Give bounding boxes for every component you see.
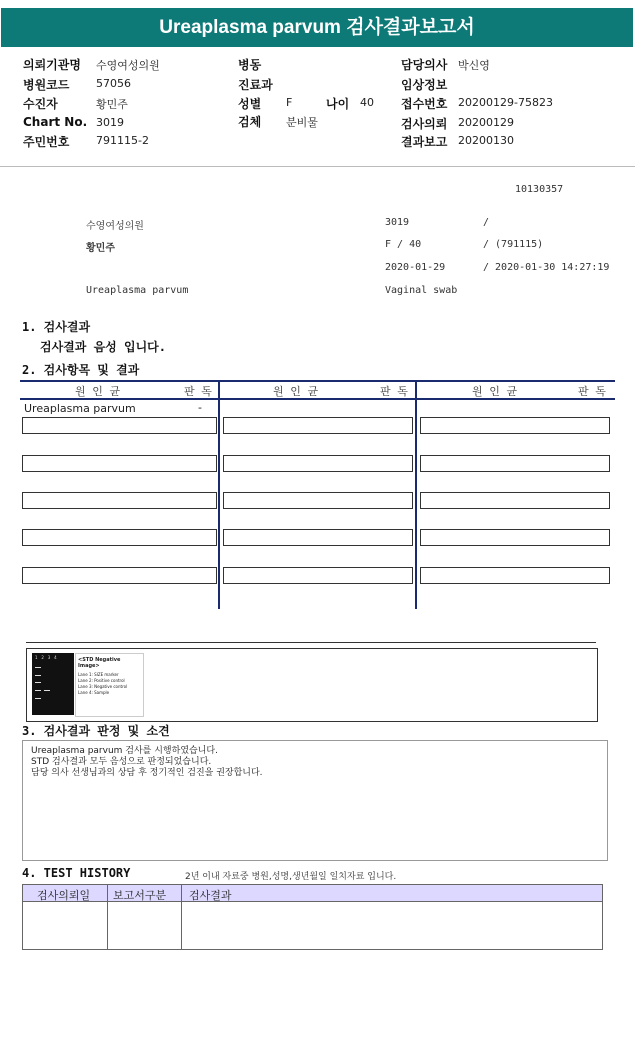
clinical-label: 임상정보 [401, 78, 448, 92]
opinion-line: 담당 의사 선생님과의 상담 후 정기적인 검진을 권장합니다. [31, 768, 263, 778]
dept-label: 진료과 [238, 78, 273, 92]
gel-legend-line: Lane 1: SIZE marker [78, 672, 119, 677]
col-result-3: 판 독 [578, 385, 606, 398]
id-value: 791115-2 [96, 134, 149, 147]
report-title: Ureaplasma parvum 검사결과보고서 [1, 8, 633, 47]
gel-legend [75, 653, 144, 717]
info-sample: Vaginal swab [385, 285, 458, 296]
gel-image [32, 653, 74, 715]
gel-legend-line: Lane 2: Positive control [78, 678, 125, 683]
request-label: 검사의뢰 [401, 117, 448, 131]
chart-label: Chart No. [23, 115, 88, 129]
result-box [223, 492, 413, 509]
opinion-box [22, 740, 608, 861]
section4-title: 4. TEST HISTORY [22, 866, 131, 880]
history-col-report-type: 보고서구분 [113, 889, 167, 902]
divider-line [26, 642, 596, 643]
receipt-value: 20200129-75823 [458, 96, 553, 109]
gel-legend-line: Lane 4: Sample [78, 690, 110, 695]
result-box [223, 455, 413, 472]
history-col-request-date: 검사의뢰일 [37, 889, 91, 902]
col-result-1: 판 독 [184, 385, 212, 398]
result-box [420, 567, 610, 584]
result-box [22, 567, 217, 584]
result-box [22, 529, 217, 546]
history-table-header [22, 884, 603, 902]
gel-band [35, 667, 41, 668]
receipt-label: 접수번호 [401, 97, 448, 111]
section1-title: 1. 검사결과 [22, 320, 91, 334]
history-table-body [22, 902, 603, 950]
hospital-code-value: 57056 [96, 77, 131, 90]
history-col-result: 검사결과 [189, 889, 232, 902]
opinion-line: STD 검사결과 모두 음성으로 판정되었습니다. [31, 757, 212, 767]
result-box [22, 455, 217, 472]
history-col-divider [107, 902, 108, 949]
history-col-divider [107, 885, 108, 901]
gel-band [44, 690, 50, 691]
section2-title: 2. 검사항목 및 결과 [22, 363, 140, 377]
sex-value: F [286, 96, 293, 109]
history-col-divider [181, 885, 182, 901]
info-birth: / (791115) [483, 239, 544, 250]
gel-band [35, 698, 41, 699]
report-label: 결과보고 [401, 135, 448, 149]
col-result-2: 판 독 [380, 385, 408, 398]
result-box [420, 529, 610, 546]
result-box [22, 417, 217, 434]
info-chart: 3019 [385, 217, 410, 228]
request-value: 20200129 [458, 116, 514, 129]
history-col-divider [181, 902, 182, 949]
id-label: 주민번호 [23, 135, 70, 149]
age-label: 나이 [326, 97, 350, 111]
table-divider-2 [415, 380, 417, 609]
info-patient: 황민주 [86, 243, 115, 254]
result-item-name: Ureaplasma parvum [24, 402, 136, 415]
result-box [22, 492, 217, 509]
table-divider-1 [218, 380, 220, 609]
hospital-code-label: 병원코드 [23, 78, 70, 92]
report-code: 10130357 [515, 184, 564, 195]
result-item-value: - [198, 401, 202, 414]
doctor-label: 담당의사 [401, 58, 448, 72]
ward-label: 병동 [238, 58, 262, 72]
age-value: 40 [360, 96, 374, 109]
result-box [420, 492, 610, 509]
institution-label: 의뢰기관명 [23, 58, 81, 72]
result-box [223, 529, 413, 546]
section3-title: 3. 검사결과 판정 및 소견 [22, 724, 170, 738]
report-header [0, 50, 635, 167]
gel-legend-title: <STD Negative Image> [78, 657, 121, 669]
result-box [223, 567, 413, 584]
info-sex-age: F / 40 [385, 239, 422, 250]
gel-legend-line: Lane 3: Negative control [78, 684, 128, 689]
info-test: Ureaplasma parvum [86, 285, 189, 296]
doctor-value: 박신영 [458, 59, 490, 72]
result-box [223, 417, 413, 434]
report-value: 20200130 [458, 134, 514, 147]
col-pathogen-3: 원 인 균 [472, 385, 518, 398]
col-pathogen-2: 원 인 균 [273, 385, 319, 398]
chart-value: 3019 [96, 116, 124, 129]
info-date-request: 2020-01-29 [385, 262, 446, 273]
result-box [420, 455, 610, 472]
gel-lane-numbers: 1 2 3 4 [35, 655, 57, 660]
results-table-header [20, 380, 615, 400]
gel-band [35, 675, 41, 676]
gel-band [35, 682, 41, 683]
info-slash: / [483, 217, 490, 228]
result-box [420, 417, 610, 434]
opinion-line: Ureaplasma parvum 검사를 시행하였습니다. [31, 746, 218, 756]
sex-label: 성별 [238, 97, 262, 111]
institution-value: 수영여성의원 [96, 59, 160, 72]
info-date-report: / 2020-01-30 14:27:19 [483, 262, 610, 273]
history-note: 2년 이내 자료중 병원,성명,생년월일 일치자료 입니다. [185, 872, 397, 882]
col-pathogen-1: 원 인 균 [75, 385, 121, 398]
section1-text: 검사결과 음성 입니다. [40, 340, 167, 354]
specimen-value: 분비물 [286, 116, 318, 129]
patient-label: 수진자 [23, 97, 58, 111]
info-institution: 수영여성의원 [86, 221, 144, 232]
gel-band [35, 690, 41, 691]
specimen-label: 검체 [238, 115, 262, 129]
patient-value: 황민주 [96, 98, 128, 111]
